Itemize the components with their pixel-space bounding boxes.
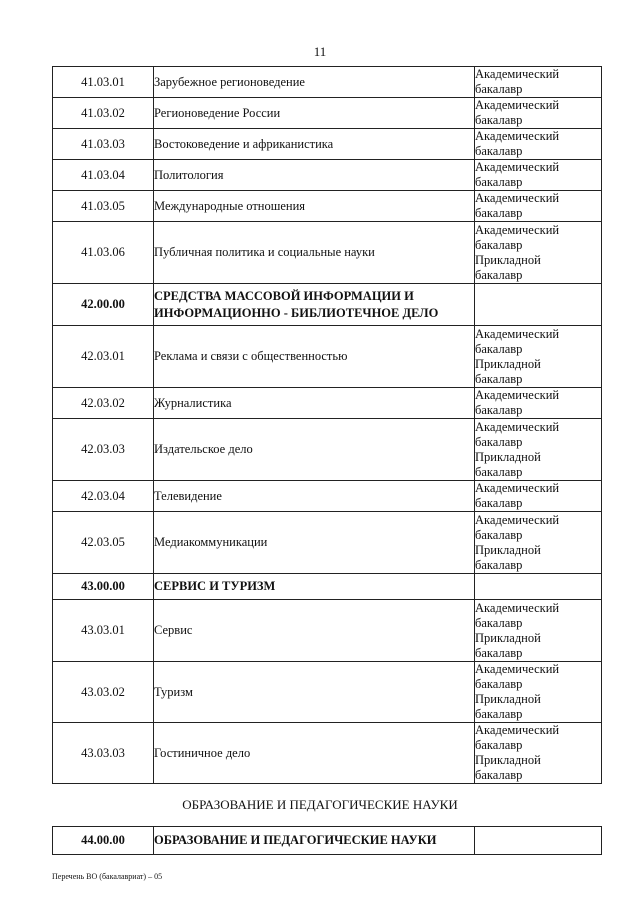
table-row [53, 191, 602, 222]
qualification-level [475, 284, 602, 326]
group-row [53, 827, 602, 855]
table-row [53, 481, 602, 512]
qualification-line: бакалавр [475, 738, 523, 752]
group-name: СЕРВИС И ТУРИЗМ [154, 574, 475, 600]
qualification-line: Академический [475, 67, 560, 81]
program-code: 43.03.03 [53, 723, 154, 784]
program-name: Издательское дело [154, 419, 475, 481]
qualification-line: Прикладной [475, 692, 541, 706]
qualification-level [475, 326, 602, 388]
qualification-line: Академический [475, 512, 560, 527]
qualification-level [475, 222, 602, 284]
program-name: Международные отношения [154, 191, 475, 222]
table-row [53, 326, 602, 388]
qualification-line: бакалавр [475, 206, 523, 220]
qualification-level [475, 419, 602, 481]
qualification-line: Академический [475, 129, 560, 143]
program-code: 42.03.01 [53, 326, 154, 388]
qualification-line: бакалавр [475, 341, 523, 356]
qualification-line: бакалавр [475, 237, 523, 252]
qualification-line: бакалавр [475, 677, 523, 691]
qualification-level [475, 827, 602, 855]
qualification-level [475, 67, 602, 98]
program-name: Телевидение [154, 481, 475, 512]
program-code: 41.03.01 [53, 67, 154, 98]
qualification-line: бакалавр [475, 645, 523, 660]
qualification-level [475, 662, 602, 723]
qualification-line: Прикладной [475, 630, 541, 645]
education-table [52, 826, 602, 855]
group-row [53, 284, 602, 326]
qualification-line: бакалавр [475, 434, 523, 449]
program-name: Гостиничное дело [154, 723, 475, 784]
qualification-line: Академический [475, 191, 560, 205]
program-code: 41.03.04 [53, 160, 154, 191]
qualification-line: Прикладной [475, 252, 541, 267]
group-name: ОБРАЗОВАНИЕ И ПЕДАГОГИЧЕСКИЕ НАУКИ [154, 827, 475, 855]
section-title: ОБРАЗОВАНИЕ И ПЕДАГОГИЧЕСКИЕ НАУКИ [182, 797, 458, 812]
program-code: 42.00.00 [53, 284, 154, 326]
qualification-line: Прикладной [475, 542, 541, 557]
qualification-level [475, 129, 602, 160]
program-code: 42.03.03 [53, 419, 154, 481]
program-code: 41.03.06 [53, 222, 154, 284]
qualification-line: Академический [475, 98, 560, 112]
qualification-line: бакалавр [475, 371, 523, 386]
table-row [53, 723, 602, 784]
footer: Перечень ВО (бакалавриат) – 05 [52, 872, 163, 881]
qualification-line: Прикладной [475, 449, 541, 464]
program-code: 43.00.00 [53, 574, 154, 600]
qualification-line: бакалавр [475, 615, 523, 630]
qualification-level [475, 574, 602, 600]
qualification-line: Академический [475, 662, 560, 676]
table-row [53, 388, 602, 419]
table-row [53, 419, 602, 481]
qualification-line: Академический [475, 600, 560, 615]
program-name: Политология [154, 160, 475, 191]
program-code: 43.03.01 [53, 600, 154, 662]
program-code: 41.03.05 [53, 191, 154, 222]
qualification-line: Прикладной [475, 356, 541, 371]
qualification-line: бакалавр [475, 144, 523, 158]
group-name: СРЕДСТВА МАССОВОЙ ИНФОРМАЦИИ И ИНФОРМАЦИОННО - БИБЛИОТЕЧНОЕ ДЕЛО [154, 284, 475, 326]
qualification-line: бакалавр [475, 557, 523, 572]
qualification-line: Академический [475, 723, 560, 737]
qualification-line: Академический [475, 481, 560, 495]
program-name: Туризм [154, 662, 475, 723]
table-row [53, 662, 602, 723]
program-code: 41.03.03 [53, 129, 154, 160]
program-name: Медиакоммуникации [154, 512, 475, 574]
programs-table [52, 66, 602, 784]
table-row [53, 600, 602, 662]
qualification-line: Академический [475, 419, 560, 434]
page-number: 11 [313, 44, 327, 59]
program-code: 42.03.02 [53, 388, 154, 419]
qualification-line: Академический [475, 160, 560, 174]
qualification-level [475, 98, 602, 129]
table-row [53, 222, 602, 284]
program-code: 43.03.02 [53, 662, 154, 723]
program-code: 44.00.00 [53, 827, 154, 855]
qualification-line: бакалавр [475, 113, 523, 127]
table-row [53, 160, 602, 191]
qualification-line: бакалавр [475, 175, 523, 189]
qualification-level [475, 512, 602, 574]
table-row [53, 98, 602, 129]
qualification-line: бакалавр [475, 464, 523, 479]
qualification-line: бакалавр [475, 403, 523, 417]
qualification-line: бакалавр [475, 768, 523, 782]
program-name: Журналистика [154, 388, 475, 419]
qualification-line: Академический [475, 388, 560, 402]
qualification-level [475, 600, 602, 662]
group-row [53, 574, 602, 600]
program-code: 41.03.02 [53, 98, 154, 129]
qualification-line: бакалавр [475, 496, 523, 510]
qualification-line: Прикладной [475, 753, 541, 767]
qualification-level [475, 388, 602, 419]
table-row [53, 67, 602, 98]
qualification-line: Академический [475, 222, 560, 237]
table-row [53, 512, 602, 574]
program-name: Регионоведение России [154, 98, 475, 129]
qualification-level [475, 191, 602, 222]
program-name: Сервис [154, 600, 475, 662]
qualification-line: бакалавр [475, 267, 523, 282]
program-name: Реклама и связи с общественностью [154, 326, 475, 388]
program-name: Публичная политика и социальные науки [154, 222, 475, 284]
qualification-line: бакалавр [475, 707, 523, 721]
qualification-level [475, 723, 602, 784]
program-name: Зарубежное регионоведение [154, 67, 475, 98]
qualification-line: бакалавр [475, 527, 523, 542]
table-row [53, 129, 602, 160]
qualification-line: бакалавр [475, 82, 523, 96]
program-code: 42.03.05 [53, 512, 154, 574]
qualification-level [475, 481, 602, 512]
program-code: 42.03.04 [53, 481, 154, 512]
program-name: Востоковедение и африканистика [154, 129, 475, 160]
qualification-line: Академический [475, 326, 560, 341]
qualification-level [475, 160, 602, 191]
